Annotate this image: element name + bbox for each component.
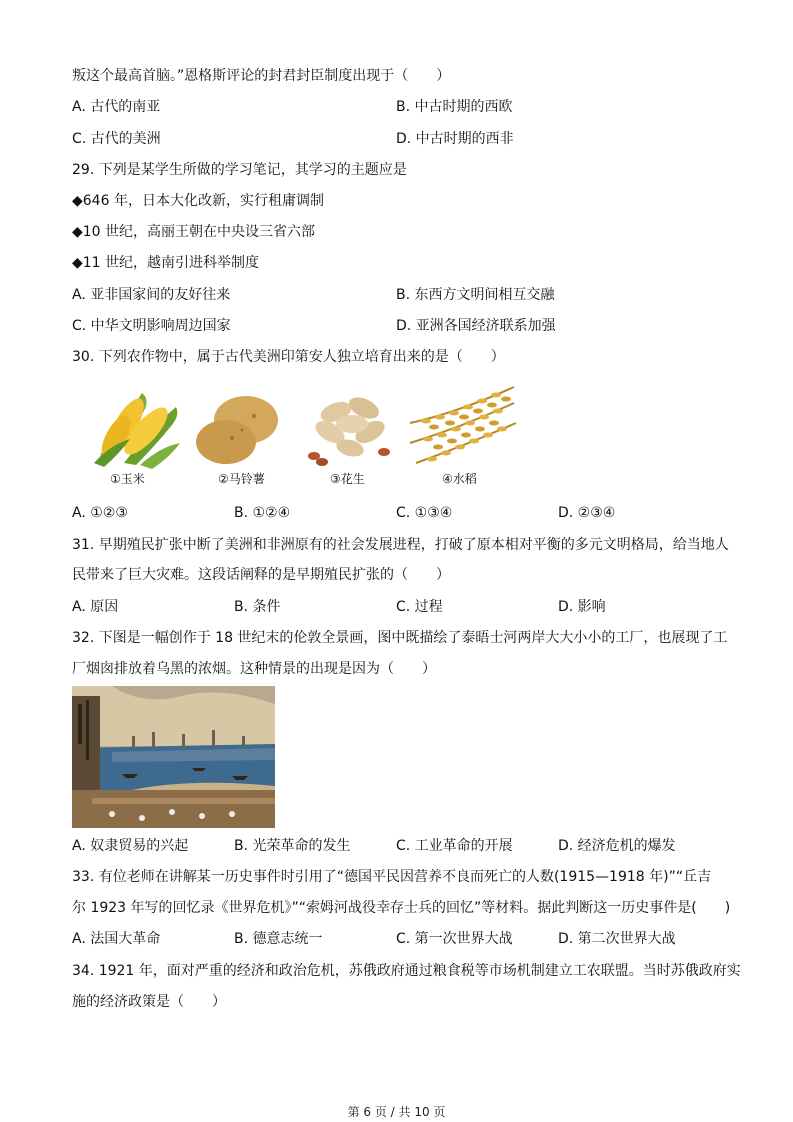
q30-option-b: B. ①②④ [234, 505, 291, 521]
peanut-icon [300, 386, 400, 470]
q28-option-a: A. 古代的南亚 [72, 99, 161, 115]
q29-note-3: ◆11 世纪，越南引进科举制度 [72, 255, 260, 271]
q32-option-b: B. 光荣革命的发生 [234, 838, 351, 854]
q32-stem-line-1: 32. 下图是一幅创作于 18 世纪末的伦敦全景画，图中既描绘了泰晤士河两岸大大小小的工厂，也展现了工 [72, 630, 728, 646]
q30-caption-1: ①玉米 [110, 472, 145, 486]
q31-option-d: D. 影响 [558, 599, 606, 615]
q32-stem-line-2: 厂烟囱排放着乌黑的浓烟。这种情景的出现是因为（ ） [72, 661, 436, 677]
q31-option-a: A. 原因 [72, 599, 119, 615]
q31-option-b: B. 条件 [234, 599, 281, 615]
q31-stem-line-2: 民带来了巨大灾难。这段话阐释的是早期殖民扩张的（ ） [72, 567, 450, 583]
q28-option-c: C. 古代的美洲 [72, 131, 161, 147]
corn-icon [80, 385, 188, 469]
q29-option-d: D. 亚洲各国经济联系加强 [396, 318, 556, 334]
potato-icon [192, 390, 292, 468]
rice-icon [406, 383, 518, 469]
q30-caption-4: ④水稻 [442, 472, 477, 486]
q30-caption-3: ③花生 [330, 472, 365, 486]
q33-option-a: A. 法国大革命 [72, 931, 161, 947]
q32-option-a: A. 奴隶贸易的兴起 [72, 838, 189, 854]
q29-option-b: B. 东西方文明间相互交融 [396, 287, 555, 303]
q32-option-d: D. 经济危机的爆发 [558, 838, 676, 854]
q28-stem-tail: 叛这个最高首脑。”恩格斯评论的封君封臣制度出现于（ ） [72, 68, 451, 84]
q31-option-c: C. 过程 [396, 599, 443, 615]
q29-note-1: ◆646 年，日本大化改新，实行租庸调制 [72, 193, 324, 209]
q28-option-b: B. 中古时期的西欧 [396, 99, 513, 115]
q33-stem-line-1: 33. 有位老师在讲解某一历史事件时引用了“德国平民因营养不良而死亡的人数(1915—1918 年)”“丘吉 [72, 869, 712, 885]
q29-stem: 29. 下列是某学生所做的学习笔记，其学习的主题应是 [72, 162, 407, 178]
q29-option-c: C. 中华文明影响周边国家 [72, 318, 231, 334]
q28-option-d: D. 中古时期的西非 [396, 131, 514, 147]
q30-option-a: A. ①②③ [72, 505, 128, 521]
london-panorama-painting [72, 686, 275, 828]
q33-option-b: B. 德意志统一 [234, 931, 323, 947]
q34-stem-line-1: 34. 1921 年，面对严重的经济和政治危机，苏俄政府通过粮食税等市场机制建立工农联盟。当时苏俄政府实 [72, 963, 741, 979]
q30-option-d: D. ②③④ [558, 505, 616, 521]
q34-stem-line-2: 施的经济政策是（ ） [72, 994, 226, 1010]
q33-option-c: C. 第一次世界大战 [396, 931, 513, 947]
q32-option-c: C. 工业革命的开展 [396, 838, 513, 854]
page-footer: 第 6 页 / 共 10 页 [347, 1105, 446, 1119]
q30-stem: 30. 下列农作物中，属于古代美洲印第安人独立培育出来的是（ ） [72, 349, 505, 365]
q30-caption-2: ②马铃薯 [218, 472, 265, 486]
q29-note-2: ◆10 世纪，高丽王朝在中央设三省六部 [72, 224, 316, 240]
q33-stem-line-2: 尔 1923 年写的回忆录《世界危机》”“索姆河战役幸存士兵的回忆”等材料。据此判断这一历史事件是( ) [72, 900, 731, 916]
q33-option-d: D. 第二次世界大战 [558, 931, 676, 947]
q30-option-c: C. ①③④ [396, 505, 453, 521]
q31-stem-line-1: 31. 早期殖民扩张中断了美洲和非洲原有的社会发展进程，打破了原本相对平衡的多元文明格局，给当地人 [72, 537, 729, 553]
q29-option-a: A. 亚非国家间的友好往来 [72, 287, 231, 303]
